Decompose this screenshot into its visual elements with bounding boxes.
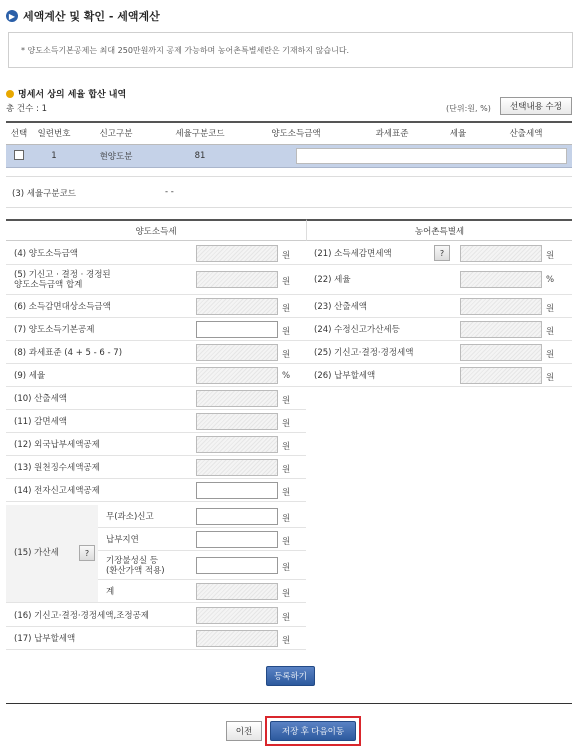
label-tax-rate: (9) 세율 bbox=[14, 370, 46, 381]
calculated-tax-field bbox=[196, 390, 278, 407]
footer-divider bbox=[6, 703, 572, 704]
unit-won: 원 bbox=[282, 613, 291, 623]
label-tax-base: (8) 과세표준 (4 + 5 - 6 - 7) bbox=[14, 347, 123, 358]
unit-won: 원 bbox=[282, 636, 291, 646]
rural-prior-tax-field bbox=[460, 344, 542, 361]
unit-won: 원 bbox=[282, 396, 291, 406]
basic-deduction-input[interactable] bbox=[196, 321, 278, 338]
row-detail-field bbox=[296, 148, 567, 164]
rural-payable-tax-field bbox=[460, 367, 542, 384]
unit-won: 원 bbox=[282, 488, 291, 498]
label-penalty-late: 납부지연 bbox=[106, 534, 139, 545]
row-penalty-bookkeeping bbox=[98, 551, 306, 580]
row-code: 81 bbox=[156, 144, 244, 167]
row-serial: 1 bbox=[32, 144, 76, 167]
unit-won: 원 bbox=[282, 442, 291, 452]
rate-code-value: - - bbox=[165, 187, 174, 197]
label-prior-tax-adjustment: (16) 기신고·결정·경정세액,조정공제 bbox=[14, 610, 150, 621]
unit-won: 원 bbox=[282, 465, 291, 475]
label-payable-tax: (17) 납부할세액 bbox=[14, 633, 76, 644]
col-tax-base: 과세표준 bbox=[348, 122, 436, 144]
col-calculated-tax: 산출세액 bbox=[480, 122, 572, 144]
col-rate: 세율 bbox=[436, 122, 480, 144]
row-checkbox[interactable] bbox=[14, 150, 24, 160]
col-rate-code: 세율구분코드 bbox=[156, 122, 244, 144]
unit-won: 원 bbox=[282, 277, 291, 287]
label-prior-income-line2: 양도소득금액 합계 bbox=[14, 280, 83, 290]
row-select-cell bbox=[6, 144, 32, 167]
bullet-dot-icon bbox=[6, 90, 14, 98]
section-rural-tax: 농어촌특별세 bbox=[306, 219, 572, 241]
row-rural-reduced-tax bbox=[306, 242, 572, 265]
prev-button[interactable]: 이전 bbox=[226, 721, 262, 741]
total-count: 총 건수 : 1 bbox=[6, 104, 48, 114]
row-rural-payable-tax bbox=[306, 364, 572, 387]
unit-won: 원 bbox=[282, 537, 291, 547]
prior-tax-adjustment-field bbox=[196, 607, 278, 624]
section-transfer-tax: 양도소득세 bbox=[6, 219, 306, 241]
rate-code-label: (3) 세율구분코드 bbox=[12, 189, 77, 199]
unit-won: 원 bbox=[282, 251, 291, 261]
row-rural-prior-tax bbox=[306, 341, 572, 364]
label-foreign-tax-credit: (12) 외국납부세액공제 bbox=[14, 439, 100, 450]
penalty-bookkeeping-input[interactable] bbox=[196, 557, 278, 574]
label-prior-income-line1: (5) 기신고 · 결정 · 경정된 bbox=[14, 270, 111, 280]
summary-title: 명세서 상의 세율 합산 내역 bbox=[18, 90, 127, 100]
tax-base-field bbox=[196, 344, 278, 361]
label-penalty-bookkeeping-line2: (환산가액 적용) bbox=[106, 565, 165, 576]
row-tax-base bbox=[6, 341, 306, 364]
row-reduction-income bbox=[6, 295, 306, 318]
rural-rate-field bbox=[460, 271, 542, 288]
row-penalty-late bbox=[98, 528, 306, 551]
unit-label: (단위:원, %) bbox=[446, 104, 491, 113]
foreign-tax-credit-field bbox=[196, 436, 278, 453]
col-type: 신고구분 bbox=[76, 122, 156, 144]
withholding-credit-field bbox=[196, 459, 278, 476]
row-basic-deduction bbox=[6, 318, 306, 341]
save-next-highlight bbox=[265, 716, 361, 746]
label-calculated-tax: (10) 산출세액 bbox=[14, 393, 67, 404]
arrow-circle-icon: ▶ bbox=[6, 10, 18, 22]
rural-reduced-tax-field bbox=[460, 245, 542, 262]
row-prior-tax-adjustment bbox=[6, 604, 306, 627]
penalty-total-field bbox=[196, 583, 278, 600]
tax-rate-field bbox=[196, 367, 278, 384]
label-rural-amend-penalty: (24) 수정신고가산세등 bbox=[314, 324, 400, 335]
unit-won: 원 bbox=[546, 304, 555, 314]
row-reduced-tax bbox=[6, 410, 306, 433]
row-type: 현양도분 bbox=[76, 144, 156, 167]
notice-box bbox=[8, 32, 573, 68]
penalty-help-button[interactable]: ? bbox=[79, 545, 95, 561]
col-serial: 일련번호 bbox=[32, 122, 76, 144]
unit-won: 원 bbox=[282, 327, 291, 337]
row-withholding-credit bbox=[6, 456, 306, 479]
row-payable-tax bbox=[6, 627, 306, 650]
rural-amend-penalty-field bbox=[460, 321, 542, 338]
divider bbox=[6, 176, 572, 177]
unit-won: 원 bbox=[282, 419, 291, 429]
unit-won: 원 bbox=[282, 563, 291, 573]
notice-text: * 양도소득기본공제는 최대 250만원까지 공제 가능하며 농어촌특별세란은 기재하지 않습니다. bbox=[21, 45, 350, 55]
row-tax-rate bbox=[6, 364, 306, 387]
label-penalty: (15) 가산세 bbox=[14, 547, 59, 558]
col-transfer-income: 양도소득금액 bbox=[244, 122, 348, 144]
reduction-income-field bbox=[196, 298, 278, 315]
label-rural-rate: (22) 세율 bbox=[314, 275, 351, 285]
unit-won: 원 bbox=[282, 589, 291, 599]
rural-calculated-tax-field bbox=[460, 298, 542, 315]
divider bbox=[6, 207, 572, 208]
unit-won: 원 bbox=[546, 373, 555, 383]
col-select: 선택 bbox=[6, 122, 32, 144]
unit-percent: % bbox=[546, 275, 555, 285]
page-title: 세액계산 및 확인 - 세액계산 bbox=[23, 10, 160, 23]
penalty-late-input[interactable] bbox=[196, 531, 278, 548]
rural-reduced-tax-help-button[interactable]: ? bbox=[434, 245, 450, 261]
label-penalty-total: 계 bbox=[106, 586, 115, 597]
label-transfer-income: (4) 양도소득금액 bbox=[14, 248, 79, 259]
row-foreign-tax-credit bbox=[6, 433, 306, 456]
label-e-filing-credit: (14) 전자신고세액공제 bbox=[14, 485, 100, 496]
label-reduction-income: (6) 소득감면대상소득금액 bbox=[14, 301, 111, 312]
label-penalty-unreported: 무(과소)신고 bbox=[106, 511, 154, 522]
label-rural-payable-tax: (26) 납부할세액 bbox=[314, 370, 376, 381]
row-calculated-tax bbox=[6, 387, 306, 410]
row-penalty-total bbox=[98, 580, 306, 603]
label-basic-deduction: (7) 양도소득기본공제 bbox=[14, 324, 95, 335]
unit-percent: % bbox=[282, 371, 291, 381]
row-penalty-unreported bbox=[98, 505, 306, 528]
unit-won: 원 bbox=[282, 350, 291, 360]
row-prior-income-total bbox=[6, 265, 306, 295]
unit-won: 원 bbox=[282, 514, 291, 524]
label-rural-reduced-tax: (21) 소득세감면세액 bbox=[314, 248, 392, 259]
unit-won: 원 bbox=[546, 327, 555, 337]
label-rural-calculated-tax: (23) 산출세액 bbox=[314, 301, 367, 312]
row-rural-rate bbox=[306, 265, 572, 295]
label-penalty-bookkeeping-line1: 기장불성실 등 bbox=[106, 555, 158, 566]
label-withholding-credit: (13) 원천징수세액공제 bbox=[14, 462, 100, 473]
penalty-unreported-input[interactable] bbox=[196, 508, 278, 525]
prior-income-total-field bbox=[196, 271, 278, 288]
edit-selected-button[interactable]: 선택내용 수정 bbox=[500, 97, 572, 115]
unit-won: 원 bbox=[282, 304, 291, 314]
save-and-next-button[interactable]: 저장 후 다음이동 bbox=[270, 721, 356, 741]
row-rural-amend-penalty bbox=[306, 318, 572, 341]
row-rural-calculated-tax bbox=[306, 295, 572, 318]
label-rural-prior-tax: (25) 기신고·결정·경정세액 bbox=[314, 347, 414, 358]
reduced-tax-field bbox=[196, 413, 278, 430]
e-filing-credit-input[interactable] bbox=[196, 482, 278, 499]
label-reduced-tax: (11) 감면세액 bbox=[14, 416, 67, 427]
summary-title-row bbox=[6, 87, 126, 100]
payable-tax-field bbox=[196, 630, 278, 647]
row-e-filing-credit bbox=[6, 479, 306, 502]
row-transfer-income bbox=[6, 242, 306, 265]
unit-won: 원 bbox=[546, 251, 555, 261]
page-title-row bbox=[6, 8, 160, 24]
register-button[interactable]: 등록하기 bbox=[266, 666, 315, 686]
unit-won: 원 bbox=[546, 350, 555, 360]
transfer-income-field bbox=[196, 245, 278, 262]
